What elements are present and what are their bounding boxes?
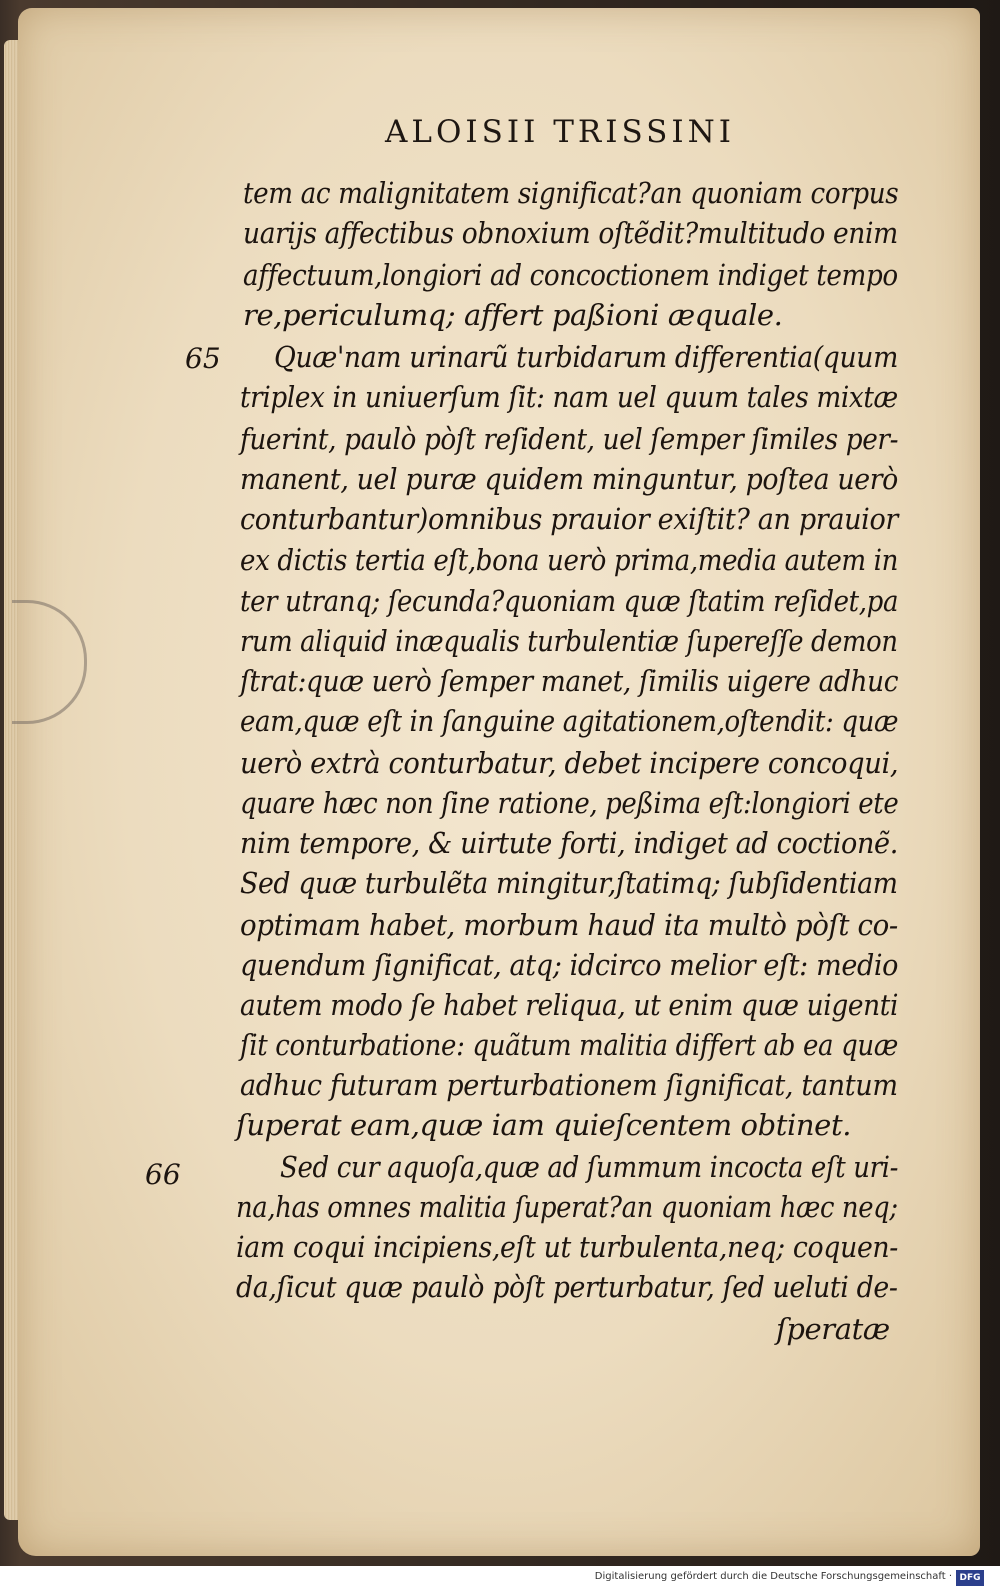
text-line: ſuperat eam,quæ iam quieſcentem obtinet. [236, 1108, 852, 1142]
dfg-logo-icon: DFG [956, 1570, 984, 1586]
text-line: da,ſicut quæ paulò pòſt perturbatur, ſed ueluti de- [236, 1270, 898, 1304]
text-line: quare hæc non ſine ratione, peßima eſt:longiori ete [240, 786, 899, 820]
book-page [18, 8, 980, 1556]
text-line: Sed quæ turbulẽta mingitur,ſtatimq; ſubſidentiam [240, 866, 898, 900]
text-line: ter utranq; ſecunda?quoniam quæ ſtatim reſidet,pa [240, 584, 899, 618]
running-head: ALOISII TRISSINI [385, 114, 736, 150]
text-line: na,has omnes malitia ſuperat?an quoniam hæc neq; [236, 1190, 898, 1224]
text-line: iam coqui incipiens,eſt ut turbulenta,neq; coquen- [236, 1230, 898, 1264]
text-line: conturbantur)omnibus prauior exiſtit? an prauior [240, 502, 898, 536]
page-clip-ring [12, 600, 87, 724]
text-line: nim tempore, & uirtute forti, indiget ad coctionẽ. [240, 826, 898, 860]
text-line: triplex in uniuerſum ſit: nam uel quum tales mixtæ [240, 380, 898, 414]
footer-credit: Digitalisierung gefördert durch die Deutsche Forschungsgemeinschaft · [594, 1571, 952, 1582]
text-line: ſtrat:quæ uerò ſemper manet, ſimilis uigere adhuc [240, 664, 899, 698]
section-number-65: 65 [185, 342, 221, 375]
text-line: ſit conturbatione: quãtum malitia differt ab ea quæ [240, 1028, 898, 1062]
digitization-footer [0, 1566, 1000, 1592]
text-line: manent, uel puræ quidem minguntur, poſtea uerò [240, 462, 898, 496]
text-line: ex dictis tertia eſt,bona uerò prima,media autem in [240, 543, 899, 577]
catchword: ſperatæ [776, 1312, 890, 1346]
text-line: adhuc futuram perturbationem ſignificat, tantum [240, 1068, 898, 1102]
section-number-66: 66 [145, 1158, 181, 1191]
text-line: affectuum,longiori ad concoctionem indiget tempo [243, 258, 898, 292]
text-line: optimam habet, morbum haud ita multò pòſt co- [240, 908, 898, 942]
text-line: quendum ſignificat, atq; idcirco melior eſt: medio [240, 948, 899, 982]
text-line: uarijs affectibus obnoxium oſtẽdit?multitudo enim [243, 216, 898, 250]
text-line: re,periculumq; affert paßioni æquale. [243, 298, 783, 332]
text-line: uerò extrà conturbatur, debet incipere concoqui, [240, 746, 899, 780]
text-line: fuerint, paulò pòſt reſident, uel ſemper ſimiles per- [240, 422, 899, 456]
text-line: rum aliquid inæqualis turbulentiæ ſupereſſe demon [240, 624, 898, 658]
text-line: tem ac malignitatem significat?an quoniam corpus [243, 176, 899, 210]
text-line: eam,quæ eſt in ſanguine agitationem,oſtendit: quæ [240, 704, 899, 738]
text-line: Sed cur aquoſa,quæ ad ſummum incocta eſt uri- [280, 1150, 899, 1184]
text-line: autem modo ſe habet reliqua, ut enim quæ uigenti [240, 988, 899, 1022]
text-line: Quæ'nam urinarũ turbidarum differentia(quum [274, 340, 898, 374]
